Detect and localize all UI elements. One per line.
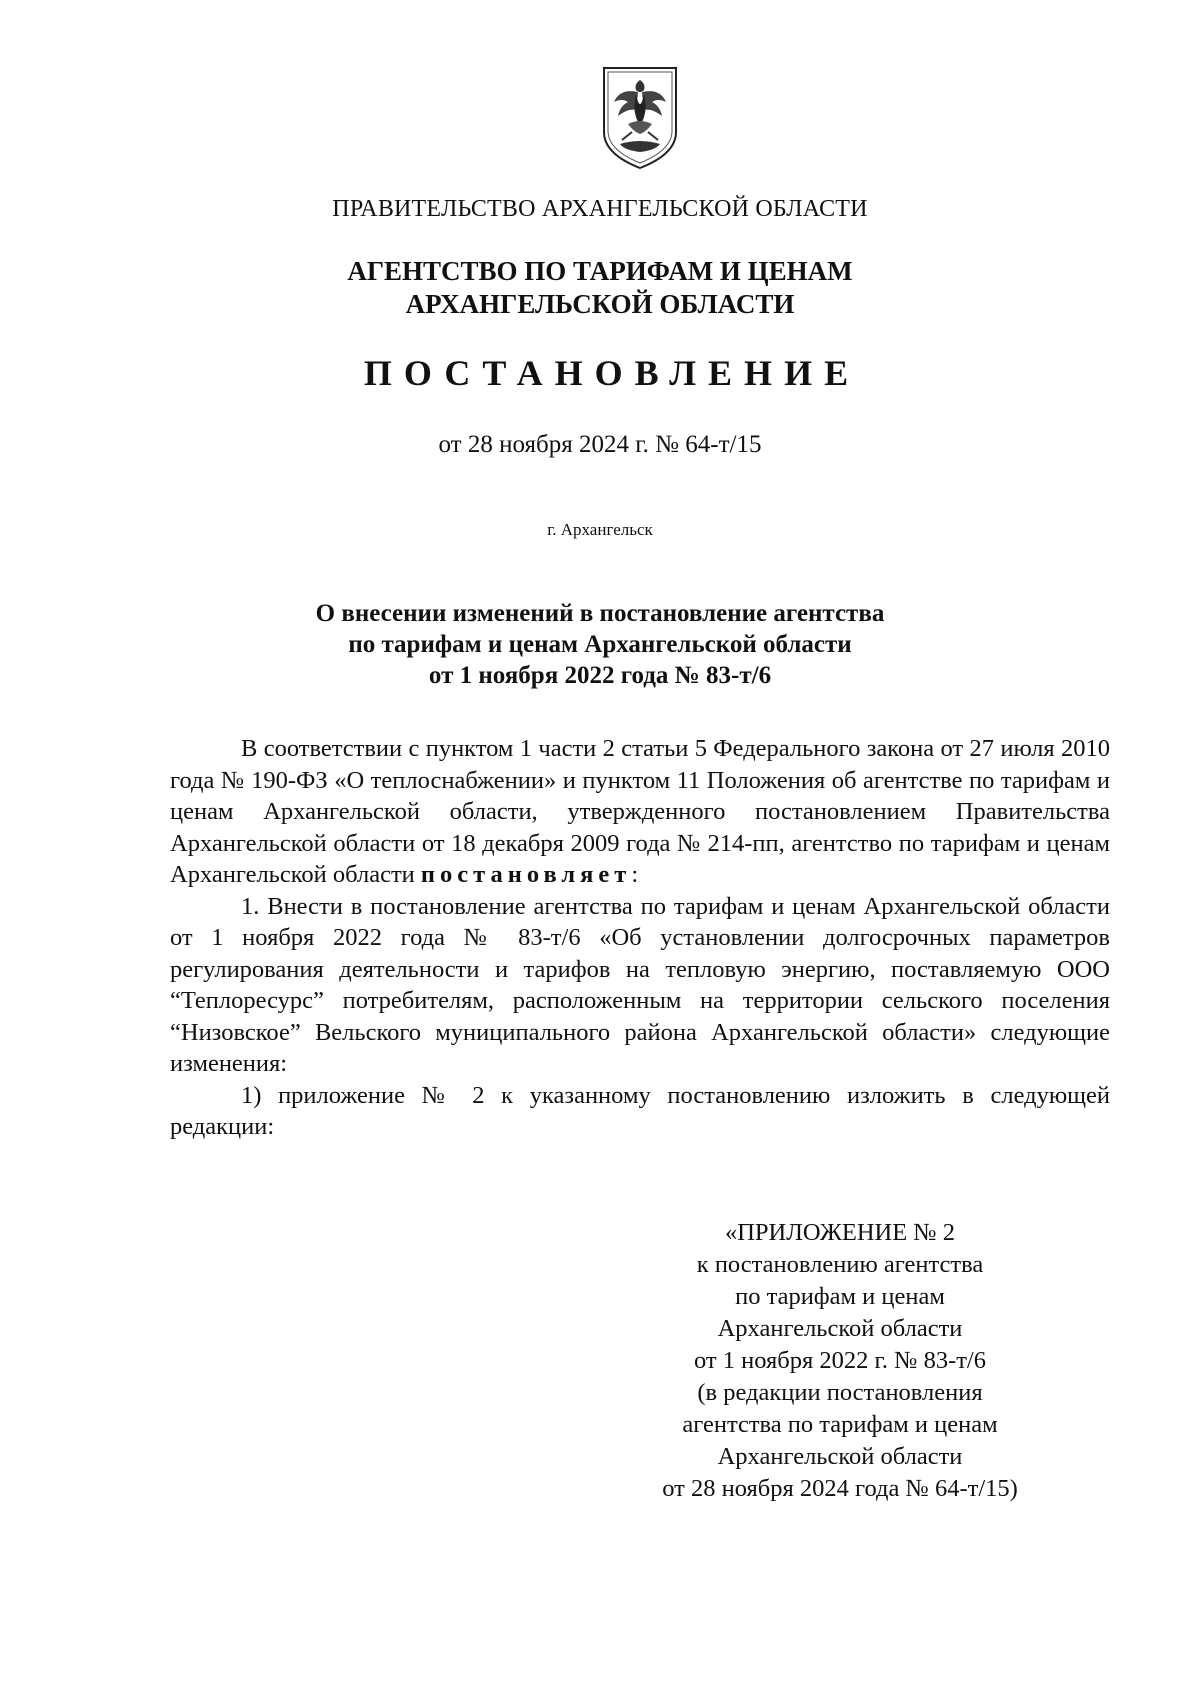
- body-paragraph: 1. Внести в постановление агентства по тарифам и ценам Архангельской области от 1 ноября 2022 года № 83-т/6 «Об установлении долгосрочных параметров регулирования деятельности и тарифов на тепловую энергию, поставляемую ООО “Теплоресурс” потребителям, расположенным на территории сельского поселения “Низовское” Вельского муниципального района Архангельской области» следующие изменения:: [170, 892, 1110, 1077]
- document-subject: [0, 598, 1200, 691]
- agency-title-line: АГЕНТСТВО ПО ТАРИФАМ И ЦЕНАМ: [347, 256, 853, 286]
- city: г. Архангельск: [547, 520, 653, 539]
- document-body: [170, 733, 1110, 1143]
- appendix-line: по тарифам и ценам: [735, 1283, 945, 1310]
- appendix-line: (в редакции постановления: [697, 1379, 983, 1406]
- document-number: от 28 ноября 2024 г. № 64-т/15: [438, 431, 762, 458]
- subject-line: от 1 ноября 2022 года № 83-т/6: [428, 662, 772, 689]
- resolves-word: постановляет: [420, 861, 632, 888]
- appendix-line: Архангельской области: [717, 1315, 963, 1342]
- appendix-line: «ПРИЛОЖЕНИЕ № 2: [724, 1219, 956, 1246]
- body-paragraph: 1) приложение № 2 к указанному постановлению изложить в следующей редакции:: [170, 1081, 1110, 1140]
- agency-title-line: АРХАНГЕЛЬСКОЙ ОБЛАСТИ: [405, 289, 795, 319]
- appendix-line: от 1 ноября 2022 г. № 83-т/6: [694, 1347, 986, 1374]
- appendix-header: [620, 1217, 1060, 1505]
- agency-title: [0, 255, 1200, 321]
- subject-line: О внесении изменений в постановление агентства: [315, 600, 885, 627]
- coat-of-arms-icon: [598, 62, 682, 172]
- subject-line: по тарифам и ценам Архангельской области: [348, 631, 852, 658]
- resolves-colon: :: [631, 861, 639, 888]
- appendix-line: агентства по тарифам и ценам: [682, 1411, 998, 1438]
- body-paragraph: [170, 733, 1110, 891]
- preamble-text: В соответствии с пунктом 1 части 2 статьи 5 Федерального закона от 27 июля 2010 года № 190-ФЗ «О теплоснабжении» и пунктом 11 Положения об агентстве по тарифам и ценам Архангельской области, утвержденного постановлением Правительства Архангельской области от 18 декабря 2009 года № 214-пп, агентство по тарифам и ценам Архангельской области: [170, 735, 1110, 888]
- appendix-line: к постановлению агентства: [696, 1251, 984, 1278]
- appendix-line: от 28 ноября 2024 года № 64-т/15): [662, 1475, 1018, 1502]
- government-title: ПРАВИТЕЛЬСТВО АРХАНГЕЛЬСКОЙ ОБЛАСТИ: [332, 196, 868, 222]
- appendix-line: Архангельской области: [717, 1443, 963, 1470]
- document-type: ПОСТАНОВЛЕНИЕ: [363, 353, 861, 393]
